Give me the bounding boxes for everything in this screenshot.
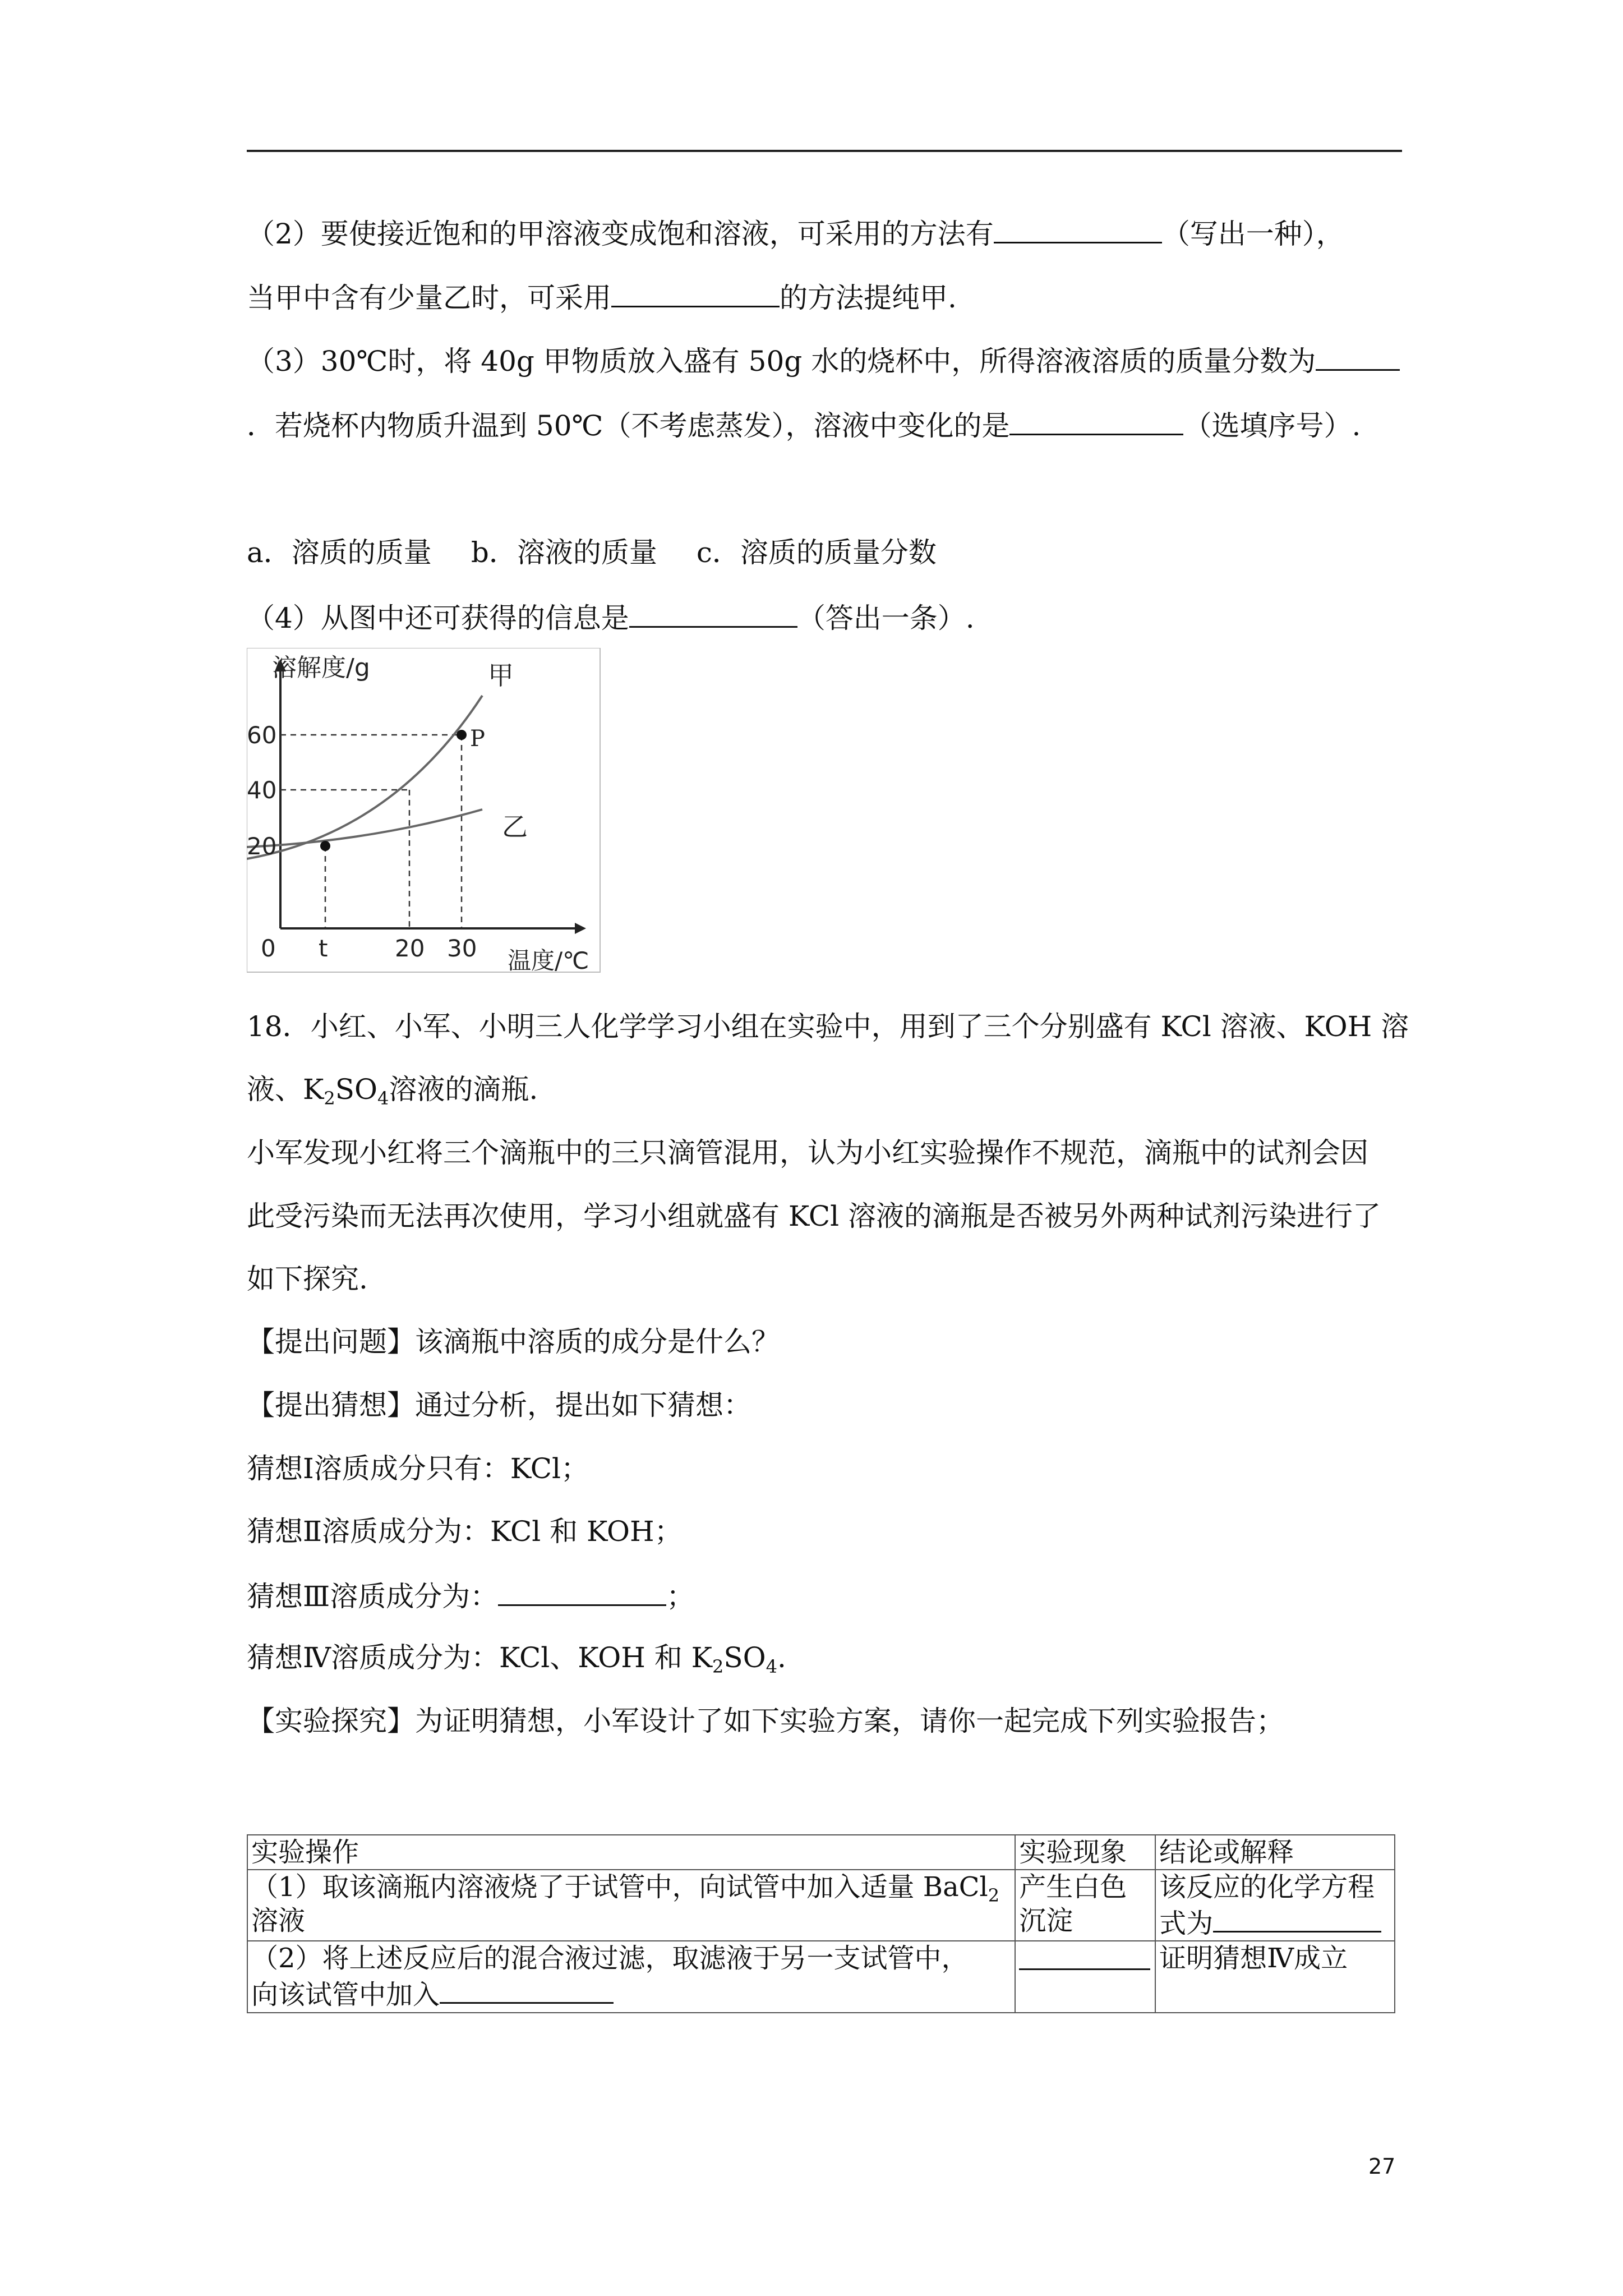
q18-line-5: 如下探究. — [247, 1263, 368, 1295]
curve-jia-label: 甲 — [488, 660, 514, 691]
answer-blank[interactable] — [1213, 1904, 1381, 1932]
answer-blank[interactable] — [629, 599, 797, 628]
table-header-row — [247, 1835, 1395, 1870]
table-header: 实验现象 — [1015, 1835, 1155, 1870]
point-p — [457, 730, 467, 740]
answer-blank[interactable] — [1316, 342, 1400, 371]
x-tick-label: 0 — [261, 935, 276, 962]
q18-guess-4: 猜想Ⅳ溶质成分为：KCl、KOH 和 $K_2SO_4$. — [247, 1641, 786, 1677]
q18-line-4: 此受污染而无法再次使用，学习小组就盛有 KCl 溶液的滴瓶是否被另外两种试剂污染进行了 — [247, 1200, 1381, 1232]
y-tick-label: 40 — [247, 776, 277, 804]
q2-line-2: 当甲中含有少量乙时，可采用 的方法提纯甲. — [247, 279, 957, 315]
q18-guess-intro: 【提出猜想】通过分析，提出如下猜想： — [247, 1389, 751, 1421]
guide-lines — [280, 735, 462, 928]
q3-line-1: （3）30℃时，将 40g 甲物质放入盛有 50g 水的烧杯中，所得溶液溶质的质量分数为 — [247, 342, 1400, 378]
q18-guess-3: 猜想Ⅲ溶质成分为： ； — [247, 1577, 694, 1613]
experiment-report-table — [247, 1834, 1395, 2013]
curve-yi-label: 乙 — [502, 812, 528, 842]
answer-blank[interactable] — [994, 215, 1162, 243]
answer-blank[interactable] — [498, 1577, 666, 1606]
y-tick-label: 20 — [247, 832, 277, 860]
point-p-label: P — [470, 726, 485, 752]
option-a: a．溶质的质量 — [247, 536, 432, 569]
table-cell-operation: （2）将上述反应后的混合液过滤，取滤液于另一支试管中， 向该试管中加入 — [247, 1941, 1015, 2013]
table-cell-conclusion: 证明猜想Ⅳ成立 — [1155, 1941, 1395, 2013]
q3-line-2: ．若烧杯内物质升温到 50℃（不考虑蒸发），溶液中变化的是 （选填序号）. — [247, 407, 1361, 443]
answer-blank[interactable] — [440, 1975, 614, 2004]
graph-frame — [247, 648, 600, 972]
q18-question: 【提出问题】该滴瓶中溶质的成分是什么？ — [247, 1326, 780, 1358]
option-c: c．溶质的质量分数 — [696, 536, 937, 569]
table-header: 实验操作 — [247, 1835, 1015, 1870]
answer-blank[interactable] — [611, 279, 780, 307]
x-tick-label: t — [319, 935, 328, 962]
q3-options — [247, 536, 937, 569]
q4-line: （4）从图中还可获得的信息是 （答出一条）. — [247, 599, 975, 635]
table-cell-conclusion: 该反应的化学方程式为 — [1155, 1870, 1395, 1941]
answer-blank[interactable] — [1019, 1941, 1150, 1970]
q18-line-3: 小军发现小红将三个滴瓶中的三只滴管混用，认为小红实验操作不规范，滴瓶中的试剂会因 — [247, 1137, 1368, 1169]
option-b: b．溶液的质量 — [471, 536, 657, 569]
table-header: 结论或解释 — [1155, 1835, 1395, 1870]
x-tick-label: 30 — [447, 935, 477, 962]
q18-explore: 【实验探究】为证明猜想，小军设计了如下实验方案，请你一起完成下列实验报告； — [247, 1705, 1284, 1737]
page-number: 27 — [1368, 2154, 1396, 2179]
y-tick-label: 60 — [247, 721, 277, 749]
table-cell-operation: （1）取该滴瓶内溶液烧了于试管中，向试管中加入适量 BaCl$_2$ 溶液 — [247, 1870, 1015, 1941]
table-row — [247, 1870, 1395, 1941]
q18-guess-2: 猜想Ⅱ溶质成分为：KCl 和 KOH； — [247, 1515, 683, 1548]
q2-line-1: （2）要使接近饱和的甲溶液变成饱和溶液，可采用的方法有 （写出一种）， — [247, 215, 1344, 251]
q18-line-2: 液、$K_2SO_4$溶液的滴瓶. — [247, 1073, 538, 1109]
q18-line-1: 18．小红、小军、小明三人化学学习小组在实验中，用到了三个分别盛有 KCl 溶液、KOH 溶 — [247, 1010, 1409, 1043]
table-cell-phenomenon — [1015, 1941, 1155, 2013]
x-axis-title: 温度/℃ — [508, 947, 589, 973]
intersection-point — [320, 841, 330, 851]
answer-blank[interactable] — [1009, 407, 1183, 435]
q18-guess-1: 猜想Ⅰ溶质成分只有：KCl； — [247, 1452, 589, 1485]
x-axis-arrow — [575, 923, 586, 934]
solubility-graph — [247, 648, 606, 973]
table-row — [247, 1941, 1395, 2013]
header-rule — [247, 150, 1402, 152]
x-tick-label: 20 — [395, 935, 425, 962]
table-cell-phenomenon: 产生白色沉淀 — [1015, 1870, 1155, 1941]
y-axis-title: 溶解度/g — [272, 654, 370, 682]
